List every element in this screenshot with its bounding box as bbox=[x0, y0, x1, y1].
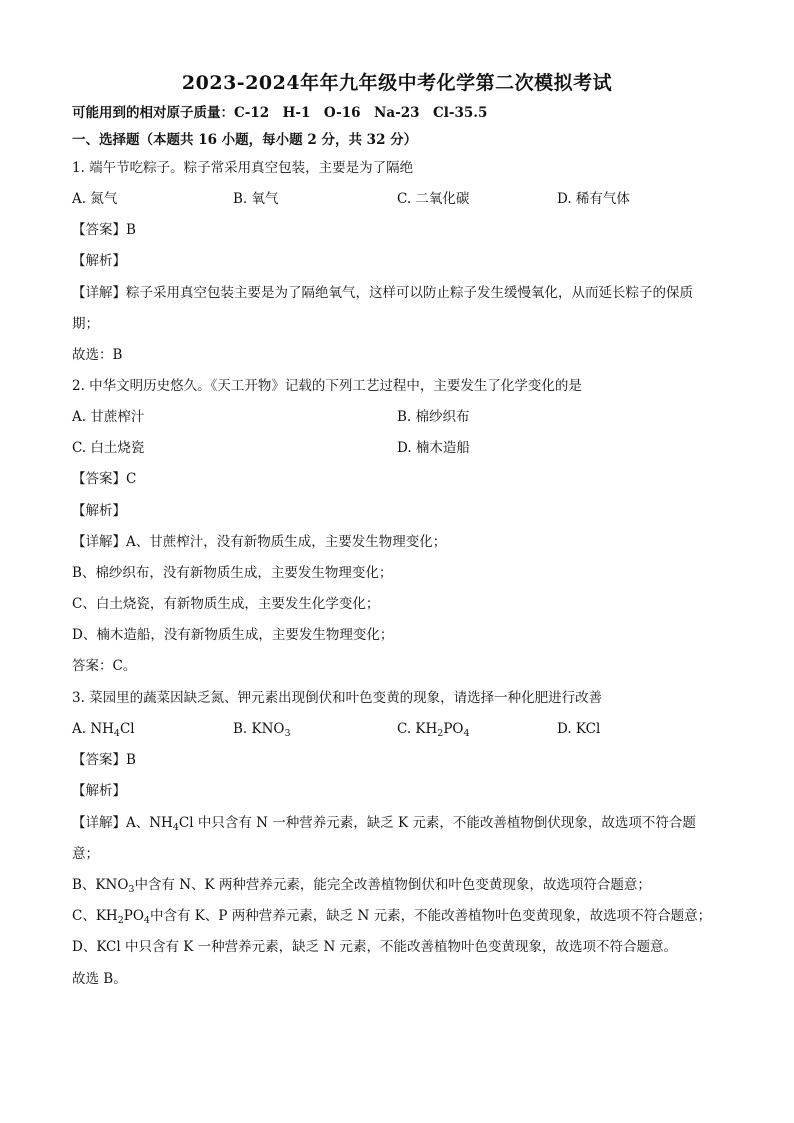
q1-analysis-label: 【解析】 bbox=[72, 253, 126, 269]
q1-detail-text-1: 粽子采用真空包装主要是为了隔绝氧气，这样可以防止粽子发生缓慢氧化，从而延长粽子的保质 bbox=[126, 285, 693, 301]
q1-detail-line-2: 期； bbox=[72, 316, 99, 332]
q2-detail-line-4: D、楠木造船，没有新物质生成，主要发生物理变化； bbox=[72, 627, 394, 643]
q3-detail-line-5: D、KCl 中只含有 K 一种营养元素，缺乏 N 元素，不能改善植物叶色变黄现象，故选项不符合题意。 bbox=[72, 939, 678, 955]
section-header: 一、选择题（本题共 16 小题，每小题 2 分，共 32 分） bbox=[72, 132, 418, 148]
q3-option-b: B. $KNO_3$ bbox=[233, 721, 291, 739]
q3-option-c: C. $KH_2PO_4$ bbox=[397, 721, 470, 739]
detail-label: 【详解】 bbox=[72, 534, 126, 550]
q3-option-d: D. KCl bbox=[557, 721, 601, 737]
q2-answer-value: C bbox=[126, 471, 137, 487]
q1-stem: 1. 端午节吃粽子。粽子常采用真空包装，主要是为了隔绝 bbox=[72, 160, 414, 176]
q2-option-b: B. 棉纱织布 bbox=[397, 409, 470, 425]
detail-label: 【详解】 bbox=[72, 815, 126, 831]
q2-option-d: D. 楠木造船 bbox=[397, 440, 470, 456]
q1-conclusion: 故选：B bbox=[72, 347, 123, 363]
q1-detail-line-1 bbox=[72, 284, 732, 302]
q1-option-d: D. 稀有气体 bbox=[557, 191, 630, 207]
q3-answer bbox=[72, 751, 732, 769]
q1-answer bbox=[72, 221, 732, 239]
q3-conclusion: 故选 B。 bbox=[72, 971, 127, 987]
q3-detail-line-2: 意； bbox=[72, 846, 99, 862]
q3-option-a: A. $NH_4Cl$ bbox=[72, 721, 135, 739]
q3-detail-line-3: B、$KNO_3$中含有 N、K 两种营养元素，能完全改善植物倒伏和叶色变黄现象，故选项符合题意； bbox=[72, 877, 651, 895]
answer-label: 【答案】 bbox=[72, 752, 126, 768]
detail-label: 【详解】 bbox=[72, 285, 126, 301]
answer-label: 【答案】 bbox=[72, 222, 126, 238]
q2-detail-line-3: C、白土烧瓷，有新物质生成，主要发生化学变化； bbox=[72, 596, 380, 612]
q2-option-c: C. 白土烧瓷 bbox=[72, 440, 145, 456]
q3-stem: 3. 菜园里的蔬菜因缺乏氮、钾元素出现倒伏和叶色变黄的现象，请选择一种化肥进行改善 bbox=[72, 690, 603, 706]
q2-detail-text-1: A、甘蔗榨汁，没有新物质生成，主要发生物理变化； bbox=[126, 534, 447, 550]
q3-answer-value: B bbox=[126, 752, 136, 768]
q1-option-a: A. 氮气 bbox=[72, 191, 118, 207]
q2-analysis-label: 【解析】 bbox=[72, 503, 126, 519]
q2-detail-line-1 bbox=[72, 533, 732, 551]
q1-option-c: C. 二氧化碳 bbox=[397, 191, 470, 207]
q2-answer bbox=[72, 470, 732, 488]
q3-detail-line-4: C、$KH_2PO_4$中含有 K、P 两种营养元素，缺乏 N 元素，不能改善植物叶色变黄现象，故选项不符合题意； bbox=[72, 908, 712, 926]
q1-option-b: B. 氧气 bbox=[233, 191, 279, 207]
q1-answer-value: B bbox=[126, 222, 136, 238]
q3-analysis-label: 【解析】 bbox=[72, 783, 126, 799]
page-title: 2023-2024年年九年级中考化学第二次模拟考试 bbox=[181, 72, 613, 94]
q2-detail-line-2: B、棉纱织布，没有新物质生成，主要发生物理变化； bbox=[72, 565, 393, 581]
q2-conclusion: 答案：C。 bbox=[72, 658, 137, 674]
answer-label: 【答案】 bbox=[72, 471, 126, 487]
atomic-masses: 可能用到的相对原子质量：C-12 H-1 O-16 Na-23 Cl-35.5 bbox=[72, 105, 488, 121]
q2-stem: 2. 中华文明历史悠久。《天工开物》记载的下列工艺过程中，主要发生了化学变化的是 bbox=[72, 378, 582, 394]
q3-detail-line-1: 【详解】A、$NH_4Cl$ 中只含有 N 一种营养元素，缺乏 K 元素，不能改善植物倒伏现象，故选项不符合题 bbox=[72, 815, 696, 833]
q2-option-a: A. 甘蔗榨汁 bbox=[72, 409, 145, 425]
